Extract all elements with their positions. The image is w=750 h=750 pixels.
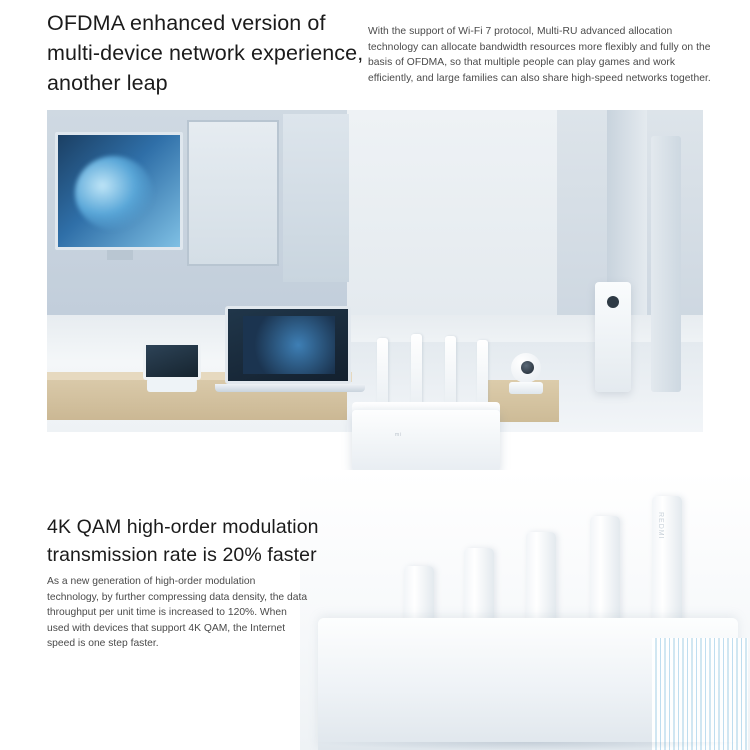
air-purifier-display (607, 296, 619, 308)
television-screen-glow (75, 156, 153, 230)
wall-frame-2 (283, 114, 349, 282)
wall-middle (347, 110, 557, 342)
section-4k-qam (0, 470, 750, 750)
tablet-device (143, 342, 201, 380)
security-camera-base (509, 382, 543, 394)
router-antenna-4 (477, 340, 488, 408)
page-title: OFDMA enhanced version of multi-device network experience, another leap (47, 11, 364, 95)
antenna-brand-label: REDMI (657, 512, 664, 540)
section-ofdma-header (0, 0, 750, 108)
hero-image-living-room (47, 110, 703, 438)
router-brand-mark: mi (395, 432, 403, 438)
closeup-vent-stripes (652, 638, 748, 750)
section-4k-qam-description: As a new generation of high-order modulation technology, by further compressing data density, the data throughput per unit time is increased to 120%. When used with devices that support 4K QAM, the Internet speed is one step faster. (47, 576, 308, 650)
camera-lens-icon (521, 361, 534, 374)
hero-image-router-closeup (300, 470, 750, 750)
router-antenna-3 (445, 336, 456, 408)
wall-frame-1 (187, 120, 279, 266)
closeup-shadow (310, 742, 746, 750)
television-stand (107, 250, 133, 260)
section-ofdma-description: With the support of Wi-Fi 7 protocol, Multi-RU advanced allocation technology can allocate bandwidth resources more flexibly and fully on the basis of OFDMA, so that multiple people can play games and work efficiently, and large families can also share high-speed networks together. (368, 26, 711, 84)
laptop-keyboard-base (215, 384, 365, 392)
router-body (352, 410, 500, 472)
router-antenna-1 (377, 338, 388, 408)
section-4k-qam-title: 4K QAM high-order modulation transmission rate is 20% faster (47, 516, 319, 566)
tablet-stand (147, 378, 197, 392)
room-column (651, 136, 681, 392)
router-antenna-2 (411, 334, 422, 408)
laptop-wallpaper (243, 316, 335, 374)
